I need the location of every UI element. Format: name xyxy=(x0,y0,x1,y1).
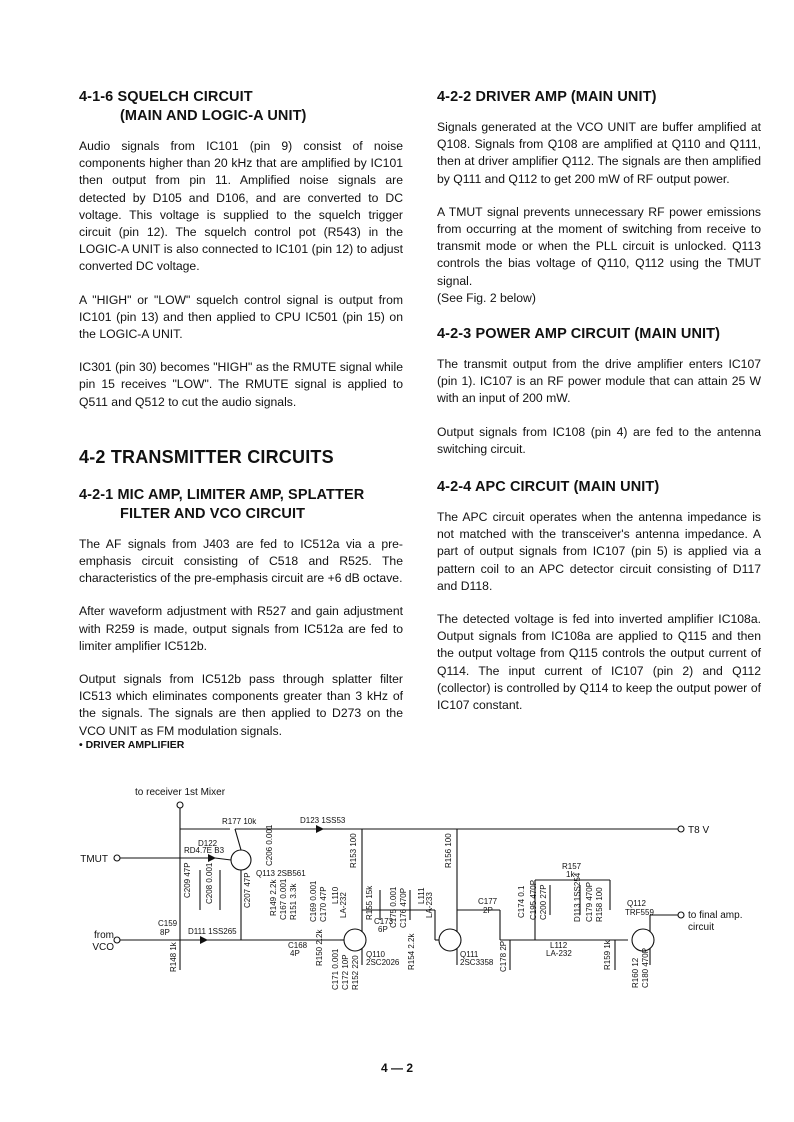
label-c207: C207 47P xyxy=(243,872,252,908)
label-d113: D113 1SS254 xyxy=(573,872,582,922)
label-q113: Q113 2SB561 xyxy=(256,869,306,878)
label-c208: C208 0.001 xyxy=(205,862,214,904)
label-r160: R160 12 xyxy=(631,957,640,988)
label-q112-part: TRF559 xyxy=(625,908,654,917)
chapter-heading: 4-2 TRANSMITTER CIRCUITS xyxy=(79,446,334,467)
label-vco: VCO xyxy=(92,942,114,953)
paragraph: The transmit output from the drive amplifier enters IC107 (pin 1). IC107 is an RF power module that can attain 25 W with an input of 200 mW. xyxy=(437,357,761,406)
paragraph xyxy=(437,204,761,307)
label-c175: C175 0.001 xyxy=(389,886,398,928)
section-heading: 4-2-4 APC CIRCUIT (MAIN UNIT) xyxy=(437,479,660,496)
label-r155: R155 15k xyxy=(365,885,374,920)
section-4-2 xyxy=(79,447,403,468)
label-r150: R150 2.2k xyxy=(315,929,324,966)
label-c168-value: 4P xyxy=(290,949,300,958)
label-c179: C179 470P xyxy=(585,881,594,922)
paragraph: Output signals from IC108 (pin 4) are fed to the antenna switching circuit. xyxy=(437,424,761,456)
paragraph-text: A TMUT signal prevents unnecessary RF power emissions from occurring at the moment of switching from receive to transmit mode or when the PLL circuit is unlocked. Q113 controls the bias voltage of Q110, Q112 using the TMUT signal. xyxy=(437,204,761,288)
label-r151: R151 3.3k xyxy=(289,883,298,920)
paragraph: The detected voltage is fed into inverted amplifier IC108a. Output signals from IC108a are applied to Q115 and then the output voltage from Q115 controls the output current of Q114. The input current of IC107 (pin 2) and Q112 (collector) is controlled by Q114 to keep the output power of IC107 constant. xyxy=(437,612,761,713)
paragraph: Signals generated at the VCO UNIT are buffer amplified at Q108. Signals from Q108 are amplified at Q110 and Q111, then at driver amplifier Q112. The signals are then amplified by Q111 and Q112 to get 200 mW of RF output power. xyxy=(437,120,761,186)
page-number: 4 — 2 xyxy=(380,1061,413,1075)
figure-caption: • DRIVER AMPLIFIER xyxy=(79,739,185,751)
label-d111: D111 1SS265 xyxy=(188,927,237,936)
label-r159: R159 1k xyxy=(603,940,612,970)
label-c174: C174 0.1 xyxy=(517,885,526,918)
label-r154: R154 2.2k xyxy=(407,933,416,970)
section-4-1-6 xyxy=(79,88,403,411)
left-column xyxy=(79,88,403,756)
label-c171: C171 0.001 xyxy=(331,948,340,990)
section-4-2-2 xyxy=(437,88,761,307)
label-c209: C209 47P xyxy=(183,862,192,898)
paragraph: After waveform adjustment with R527 and gain adjustment with R259 is made, output signals from IC512a are fed to limiter amplifier IC512b. xyxy=(79,604,403,653)
paragraph: Output signals from IC512b pass through splatter filter IC513 which eliminates components greater than 3 kHz of the signals. The signals are then applied to D273 on the VCO UNIT as FM modulation signals. xyxy=(79,672,403,738)
right-column xyxy=(437,88,761,730)
label-l111-part: LA-233 xyxy=(425,892,434,918)
paragraph: A "HIGH" or "LOW" squelch control signal is output from IC101 (pin 13) and then applied to CPU IC501 (pin 15) on the LOGIC-A UNIT. xyxy=(79,292,403,342)
label-c177-value: 2P xyxy=(483,906,493,915)
label-l112: L112 xyxy=(550,941,568,950)
label-r158: R158 100 xyxy=(595,887,604,922)
label-c180: C180 470P xyxy=(641,947,650,988)
label-c176: C176 470P xyxy=(399,887,408,928)
label-q111: Q111 xyxy=(460,950,479,959)
label-l112-part: LA-232 xyxy=(546,949,572,958)
section-heading xyxy=(79,486,403,524)
label-q111-part: 2SC3358 xyxy=(460,958,494,967)
section-4-2-3 xyxy=(437,325,761,458)
label-l111: L111 xyxy=(417,887,426,904)
label-circuit: circuit xyxy=(688,922,715,933)
paragraph: Audio signals from IC101 (pin 9) consist of noise components higher than 20 kHz that are amplified by IC101 then output from pin 11. Amplified noise signals are detected by D105 and D106, and are converted to DC voltage. This voltage is supplied to the squelch trigger circuit (pin 12). The squelch control pot (R543) in the LOGIC-A UNIT is also connected to IC101 (pin 12) to adjust converted DC voltage. xyxy=(79,139,403,274)
section-4-2-4 xyxy=(437,478,761,714)
label-r152: R152 220 xyxy=(351,955,360,990)
label-c169: C169 0.001 xyxy=(309,880,318,922)
label-c206: C206 0.001 xyxy=(265,824,274,866)
section-heading: 4-2-2 DRIVER AMP (MAIN UNIT) xyxy=(437,89,657,105)
label-c168: C168 xyxy=(288,941,308,950)
label-l110-part: LA-232 xyxy=(339,892,348,918)
section-heading xyxy=(79,88,403,126)
label-d122: D122 xyxy=(198,839,218,848)
label-to-final-amp: to final amp. xyxy=(688,910,743,921)
label-c173-value: 6P xyxy=(378,925,388,934)
label-q112: Q112 xyxy=(627,899,646,908)
heading-line-1: 4-2-1 MIC AMP, LIMITER AMP, SPLATTER xyxy=(79,486,365,503)
label-c159: C159 xyxy=(158,919,178,928)
paragraph: The APC circuit operates when the antenna impedance is not matched with the transceiver's antenna impedance. A part of output signals from IC107 (pin 5) is applied via a pattern coil to an APC detector circuit consisting of D117 and D118. xyxy=(437,510,761,593)
label-from: from xyxy=(94,930,114,941)
label-r148: R148 1k xyxy=(169,942,178,972)
label-c172: C172 10P xyxy=(341,954,350,990)
heading-line-2: (MAIN AND LOGIC-A UNIT) xyxy=(120,108,307,124)
label-to-receiver-mixer: to receiver 1st Mixer xyxy=(135,787,226,798)
label-c200: C200 27P xyxy=(539,884,548,920)
label-c167: C167 0.001 xyxy=(279,878,288,920)
label-q110: Q110 xyxy=(366,950,385,959)
paragraph: The AF signals from J403 are fed to IC512a via a pre-emphasis circuit consisting of C518 and R525. The characteristics of the pre-emphasis circuit are +6 dB octave. xyxy=(79,536,403,586)
label-c173: C173 xyxy=(374,917,394,926)
label-c178: C178 2P xyxy=(499,940,508,972)
label-r157: R157 xyxy=(562,862,582,871)
label-r156: R156 100 xyxy=(444,833,453,868)
paragraph: IC301 (pin 30) becomes "HIGH" as the RMUTE signal while pin 15 receives "LOW". The RMUTE signal is applied to Q511 and Q512 to cut the audio signals. xyxy=(79,360,403,409)
heading-line-2: FILTER AND VCO CIRCUIT xyxy=(120,505,306,522)
label-r157-value: 1k xyxy=(566,870,575,879)
label-d122-part: RD4.7E B3 xyxy=(184,846,225,855)
label-c177: C177 xyxy=(478,897,498,906)
label-r177: R177 10k xyxy=(222,817,257,826)
label-tmut: TMUT xyxy=(80,854,108,865)
label-c195: C195 470P xyxy=(529,879,538,920)
figure-reference: (See Fig. 2 below) xyxy=(437,290,536,305)
label-q110-part: 2SC2026 xyxy=(366,958,400,967)
label-c170: C170 47P xyxy=(319,886,328,922)
label-l110: L110 xyxy=(331,886,340,904)
label-r149: R149 2.2k xyxy=(269,879,278,916)
section-4-2-1 xyxy=(79,486,403,740)
section-heading: 4-2-3 POWER AMP CIRCUIT (MAIN UNIT) xyxy=(437,326,721,343)
heading-line-1: 4-1-6 SQUELCH CIRCUIT xyxy=(79,89,253,105)
label-t8v: T8 V xyxy=(688,825,710,836)
label-c159-value: 8P xyxy=(160,928,170,937)
driver-amplifier-schematic xyxy=(80,780,743,990)
label-d123: D123 1SS53 xyxy=(300,816,346,825)
label-r153: R153 100 xyxy=(349,833,358,868)
